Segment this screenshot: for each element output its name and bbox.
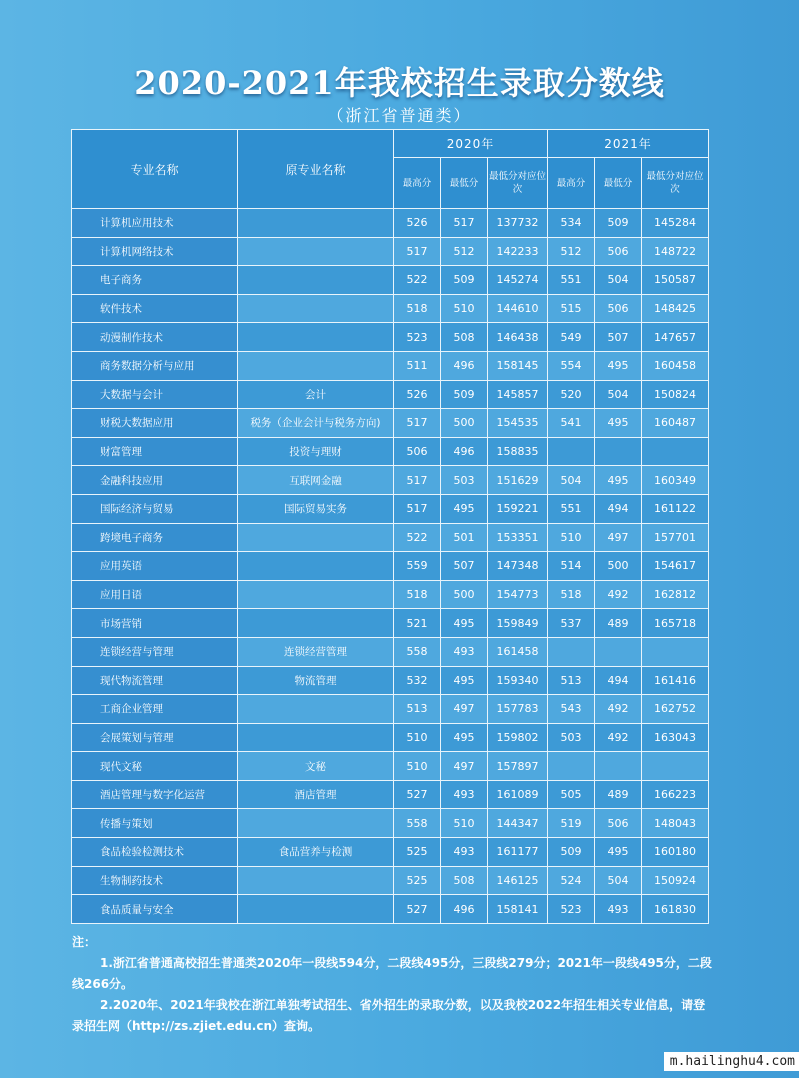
cell-2020-rank: 159849	[488, 609, 548, 638]
cell-2020-rank: 142233	[488, 238, 548, 267]
cell-2021-min: 509	[595, 209, 642, 238]
cell-major: 食品检验检测技术	[72, 838, 238, 867]
cell-2021-rank: 160487	[642, 409, 709, 438]
cell-2021-max: 518	[548, 581, 595, 610]
cell-2021-rank	[642, 638, 709, 667]
cell-2020-max: 558	[394, 638, 441, 667]
cell-2021-min: 506	[595, 238, 642, 267]
cell-2021-min: 495	[595, 838, 642, 867]
cell-2020-min: 493	[441, 781, 488, 810]
cell-2021-rank: 162812	[642, 581, 709, 610]
cell-major: 应用日语	[72, 581, 238, 610]
cell-2020-min: 501	[441, 524, 488, 553]
cell-original-major	[238, 867, 394, 896]
cell-major: 会展策划与管理	[72, 724, 238, 753]
table-row	[72, 781, 709, 810]
cell-original-major: 文秘	[238, 752, 394, 781]
cell-2021-max: 513	[548, 667, 595, 696]
table-row	[72, 724, 709, 753]
cell-2020-rank: 154535	[488, 409, 548, 438]
table-row	[72, 752, 709, 781]
cell-2021-min	[595, 438, 642, 467]
cell-original-major: 税务（企业会计与税务方向)	[238, 409, 394, 438]
cell-2020-rank: 161177	[488, 838, 548, 867]
cell-2020-max: 517	[394, 409, 441, 438]
cell-original-major	[238, 552, 394, 581]
cell-2021-min: 506	[595, 809, 642, 838]
cell-2021-rank: 163043	[642, 724, 709, 753]
cell-2021-min: 489	[595, 781, 642, 810]
table-row	[72, 266, 709, 295]
cell-2020-max: 517	[394, 495, 441, 524]
cell-2020-min: 517	[441, 209, 488, 238]
cell-major: 软件技术	[72, 295, 238, 324]
cell-major: 酒店管理与数字化运营	[72, 781, 238, 810]
cell-2020-min: 496	[441, 895, 488, 924]
cell-2021-min: 504	[595, 266, 642, 295]
cell-major: 传播与策划	[72, 809, 238, 838]
cell-original-major: 食品营养与检测	[238, 838, 394, 867]
cell-original-major	[238, 724, 394, 753]
table-row	[72, 295, 709, 324]
cell-major: 应用英语	[72, 552, 238, 581]
table-header	[72, 130, 709, 209]
cell-2020-min: 495	[441, 667, 488, 696]
cell-2021-rank: 157701	[642, 524, 709, 553]
cell-2021-max: 524	[548, 867, 595, 896]
cell-2020-min: 500	[441, 409, 488, 438]
cell-2020-min: 496	[441, 438, 488, 467]
cell-original-major	[238, 809, 394, 838]
cell-original-major: 国际贸易实务	[238, 495, 394, 524]
watermark: m.hailinghu4.com	[664, 1052, 799, 1071]
cell-2020-min: 503	[441, 466, 488, 495]
cell-2021-rank	[642, 438, 709, 467]
table-row	[72, 838, 709, 867]
cell-2020-min: 497	[441, 695, 488, 724]
cell-2021-max: 512	[548, 238, 595, 267]
header-2021-rank: 最低分对应位次	[642, 158, 709, 209]
header-2021-max: 最高分	[548, 158, 595, 209]
cell-2020-rank: 157897	[488, 752, 548, 781]
table-body	[72, 209, 709, 924]
header-year-2021	[548, 130, 709, 209]
cell-2020-rank: 158145	[488, 352, 548, 381]
cell-2020-max: 527	[394, 781, 441, 810]
cell-original-major	[238, 581, 394, 610]
cell-2020-rank: 161089	[488, 781, 548, 810]
cell-2020-max: 521	[394, 609, 441, 638]
cell-2020-rank: 145274	[488, 266, 548, 295]
cell-2020-rank: 147348	[488, 552, 548, 581]
cell-2020-max: 525	[394, 838, 441, 867]
table-row	[72, 552, 709, 581]
notes	[72, 932, 712, 1037]
cell-original-major: 投资与理财	[238, 438, 394, 467]
cell-2021-max: 534	[548, 209, 595, 238]
cell-2021-rank: 145284	[642, 209, 709, 238]
cell-major: 连锁经营与管理	[72, 638, 238, 667]
cell-2020-rank: 159221	[488, 495, 548, 524]
cell-2020-max: 506	[394, 438, 441, 467]
cell-2020-max: 558	[394, 809, 441, 838]
cell-2020-rank: 146438	[488, 323, 548, 352]
cell-original-major	[238, 524, 394, 553]
cell-2020-min: 508	[441, 323, 488, 352]
table-row	[72, 809, 709, 838]
cell-major: 市场营销	[72, 609, 238, 638]
cell-2021-min: 504	[595, 381, 642, 410]
cell-2021-rank: 160349	[642, 466, 709, 495]
cell-2021-min: 494	[595, 667, 642, 696]
note-2: 2.2020年、2021年我校在浙江单独考试招生、省外招生的录取分数，以及我校2022年招生相关专业信息，请登录招生网（http://zs.zjiet.edu.cn）查询。	[72, 998, 706, 1033]
cell-major: 工商企业管理	[72, 695, 238, 724]
cell-2021-rank: 147657	[642, 323, 709, 352]
cell-2021-rank: 148043	[642, 809, 709, 838]
cell-original-major	[238, 323, 394, 352]
cell-2021-rank: 166223	[642, 781, 709, 810]
cell-2020-max: 526	[394, 209, 441, 238]
cell-major: 生物制药技术	[72, 867, 238, 896]
cell-2020-max: 526	[394, 381, 441, 410]
header-year-2020-label: 2020年	[394, 130, 548, 158]
table-row	[72, 638, 709, 667]
cell-2021-min: 495	[595, 352, 642, 381]
cell-major: 计算机应用技术	[72, 209, 238, 238]
cell-original-major	[238, 352, 394, 381]
cell-original-major	[238, 209, 394, 238]
cell-major: 财富管理	[72, 438, 238, 467]
cell-2021-rank: 160180	[642, 838, 709, 867]
cell-2020-min: 510	[441, 809, 488, 838]
cell-major: 商务数据分析与应用	[72, 352, 238, 381]
cell-2020-max: 532	[394, 667, 441, 696]
cell-2021-rank: 148722	[642, 238, 709, 267]
cell-2020-rank: 159802	[488, 724, 548, 753]
cell-original-major: 酒店管理	[238, 781, 394, 810]
table-row	[72, 238, 709, 267]
cell-2020-max: 511	[394, 352, 441, 381]
cell-2021-min: 495	[595, 466, 642, 495]
header-year-2020	[394, 130, 548, 209]
cell-2020-min: 509	[441, 266, 488, 295]
cell-2021-min	[595, 752, 642, 781]
cell-2021-min	[595, 638, 642, 667]
table-row	[72, 895, 709, 924]
cell-major: 电子商务	[72, 266, 238, 295]
cell-2021-max: 514	[548, 552, 595, 581]
cell-2021-rank: 161830	[642, 895, 709, 924]
header-major: 专业名称	[72, 130, 238, 209]
cell-2020-min: 495	[441, 609, 488, 638]
cell-2020-min: 496	[441, 352, 488, 381]
cell-2021-max: 523	[548, 895, 595, 924]
cell-2021-min: 492	[595, 581, 642, 610]
cell-2021-min: 492	[595, 695, 642, 724]
cell-2021-rank: 150587	[642, 266, 709, 295]
notes-label: 注：	[72, 935, 97, 949]
cell-2020-rank: 151629	[488, 466, 548, 495]
cell-major: 食品质量与安全	[72, 895, 238, 924]
cell-2020-min: 509	[441, 381, 488, 410]
cell-2021-max	[548, 438, 595, 467]
cell-2021-max	[548, 638, 595, 667]
cell-2020-max: 513	[394, 695, 441, 724]
table-row	[72, 323, 709, 352]
cell-2021-max: 509	[548, 838, 595, 867]
cell-2020-max: 525	[394, 867, 441, 896]
header-original-major: 原专业名称	[238, 130, 394, 209]
table-row	[72, 381, 709, 410]
cell-2020-rank: 158141	[488, 895, 548, 924]
table-row	[72, 524, 709, 553]
table-row	[72, 867, 709, 896]
cell-original-major	[238, 266, 394, 295]
cell-2021-rank	[642, 752, 709, 781]
cell-major: 动漫制作技术	[72, 323, 238, 352]
cell-2020-rank: 137732	[488, 209, 548, 238]
cell-2021-rank: 162752	[642, 695, 709, 724]
cell-original-major	[238, 895, 394, 924]
cell-2020-max: 510	[394, 724, 441, 753]
cell-2021-rank: 148425	[642, 295, 709, 324]
cell-original-major: 物流管理	[238, 667, 394, 696]
cell-2020-min: 510	[441, 295, 488, 324]
cell-2021-max: 543	[548, 695, 595, 724]
cell-2020-max: 517	[394, 466, 441, 495]
cell-2020-min: 495	[441, 495, 488, 524]
cell-2020-max: 523	[394, 323, 441, 352]
cell-2021-min: 494	[595, 495, 642, 524]
cell-2020-min: 500	[441, 581, 488, 610]
cell-original-major: 会计	[238, 381, 394, 410]
cell-major: 大数据与会计	[72, 381, 238, 410]
cell-2021-max: 510	[548, 524, 595, 553]
cell-2020-min: 512	[441, 238, 488, 267]
table-row	[72, 609, 709, 638]
cell-2021-max: 515	[548, 295, 595, 324]
cell-2020-min: 495	[441, 724, 488, 753]
page-subtitle: （浙江省普通类）	[327, 106, 472, 125]
cell-2021-max: 505	[548, 781, 595, 810]
cell-major: 现代文秘	[72, 752, 238, 781]
header-2020-max: 最高分	[394, 158, 441, 209]
cell-2020-min: 497	[441, 752, 488, 781]
cell-2021-max: 504	[548, 466, 595, 495]
header-year-2021-label: 2021年	[548, 130, 709, 158]
cell-2021-rank: 160458	[642, 352, 709, 381]
cell-original-major: 互联网金融	[238, 466, 394, 495]
table-row	[72, 466, 709, 495]
cell-major: 财税大数据应用	[72, 409, 238, 438]
cell-2020-rank: 153351	[488, 524, 548, 553]
cell-2020-rank: 157783	[488, 695, 548, 724]
cell-2020-max: 559	[394, 552, 441, 581]
cell-major: 国际经济与贸易	[72, 495, 238, 524]
cell-2021-min: 497	[595, 524, 642, 553]
table-row	[72, 581, 709, 610]
cell-major: 现代物流管理	[72, 667, 238, 696]
cell-original-major	[238, 609, 394, 638]
cell-2021-min: 493	[595, 895, 642, 924]
header-2020-rank: 最低分对应位次	[488, 158, 548, 209]
cell-2021-min: 495	[595, 409, 642, 438]
cell-original-major	[238, 238, 394, 267]
cell-2020-max: 518	[394, 581, 441, 610]
cell-2021-max: 554	[548, 352, 595, 381]
cell-2020-max: 517	[394, 238, 441, 267]
header-2020-min: 最低分	[441, 158, 488, 209]
header-2021-min: 最低分	[595, 158, 642, 209]
cell-2020-rank: 161458	[488, 638, 548, 667]
table-row	[72, 495, 709, 524]
cell-2020-rank: 144347	[488, 809, 548, 838]
cell-major: 跨境电子商务	[72, 524, 238, 553]
cell-2020-min: 493	[441, 838, 488, 867]
cell-2021-rank: 161416	[642, 667, 709, 696]
cell-2020-rank: 158835	[488, 438, 548, 467]
cell-2021-max: 541	[548, 409, 595, 438]
cell-2021-max: 551	[548, 495, 595, 524]
note-1: 1.浙江省普通高校招生普通类2020年一段线594分，二段线495分，三段线279分；2021年一段线495分，二段线266分。	[72, 956, 712, 991]
cell-2021-rank: 154617	[642, 552, 709, 581]
cell-2021-max	[548, 752, 595, 781]
cell-2020-rank: 145857	[488, 381, 548, 410]
cell-2020-min: 508	[441, 867, 488, 896]
table-row	[72, 409, 709, 438]
cell-2021-min: 489	[595, 609, 642, 638]
cell-major: 金融科技应用	[72, 466, 238, 495]
cell-2021-max: 551	[548, 266, 595, 295]
cell-2020-max: 522	[394, 524, 441, 553]
cell-2020-min: 507	[441, 552, 488, 581]
cell-2021-rank: 150824	[642, 381, 709, 410]
cell-original-major	[238, 695, 394, 724]
cell-2021-min: 504	[595, 867, 642, 896]
cell-2021-rank: 150924	[642, 867, 709, 896]
cell-2020-rank: 146125	[488, 867, 548, 896]
cell-2021-min: 507	[595, 323, 642, 352]
table-row	[72, 352, 709, 381]
cell-2021-max: 503	[548, 724, 595, 753]
cell-2021-max: 537	[548, 609, 595, 638]
cell-2021-max: 519	[548, 809, 595, 838]
cell-major: 计算机网络技术	[72, 238, 238, 267]
cell-2021-rank: 165718	[642, 609, 709, 638]
table-row	[72, 667, 709, 696]
cell-2020-rank: 159340	[488, 667, 548, 696]
cell-2020-min: 493	[441, 638, 488, 667]
cell-original-major	[238, 295, 394, 324]
table-row	[72, 209, 709, 238]
cell-2020-rank: 144610	[488, 295, 548, 324]
cell-2021-min: 500	[595, 552, 642, 581]
cell-2021-rank: 161122	[642, 495, 709, 524]
table-row	[72, 695, 709, 724]
cell-2020-max: 510	[394, 752, 441, 781]
cell-2021-max: 520	[548, 381, 595, 410]
page-title: 2020-2021年我校招生录取分数线	[134, 64, 665, 102]
cell-2020-max: 527	[394, 895, 441, 924]
cell-2021-min: 506	[595, 295, 642, 324]
score-table	[71, 129, 709, 924]
cell-2021-max: 549	[548, 323, 595, 352]
cell-original-major: 连锁经营管理	[238, 638, 394, 667]
cell-2020-max: 518	[394, 295, 441, 324]
cell-2020-rank: 154773	[488, 581, 548, 610]
cell-2021-min: 492	[595, 724, 642, 753]
table-row	[72, 438, 709, 467]
cell-2020-max: 522	[394, 266, 441, 295]
